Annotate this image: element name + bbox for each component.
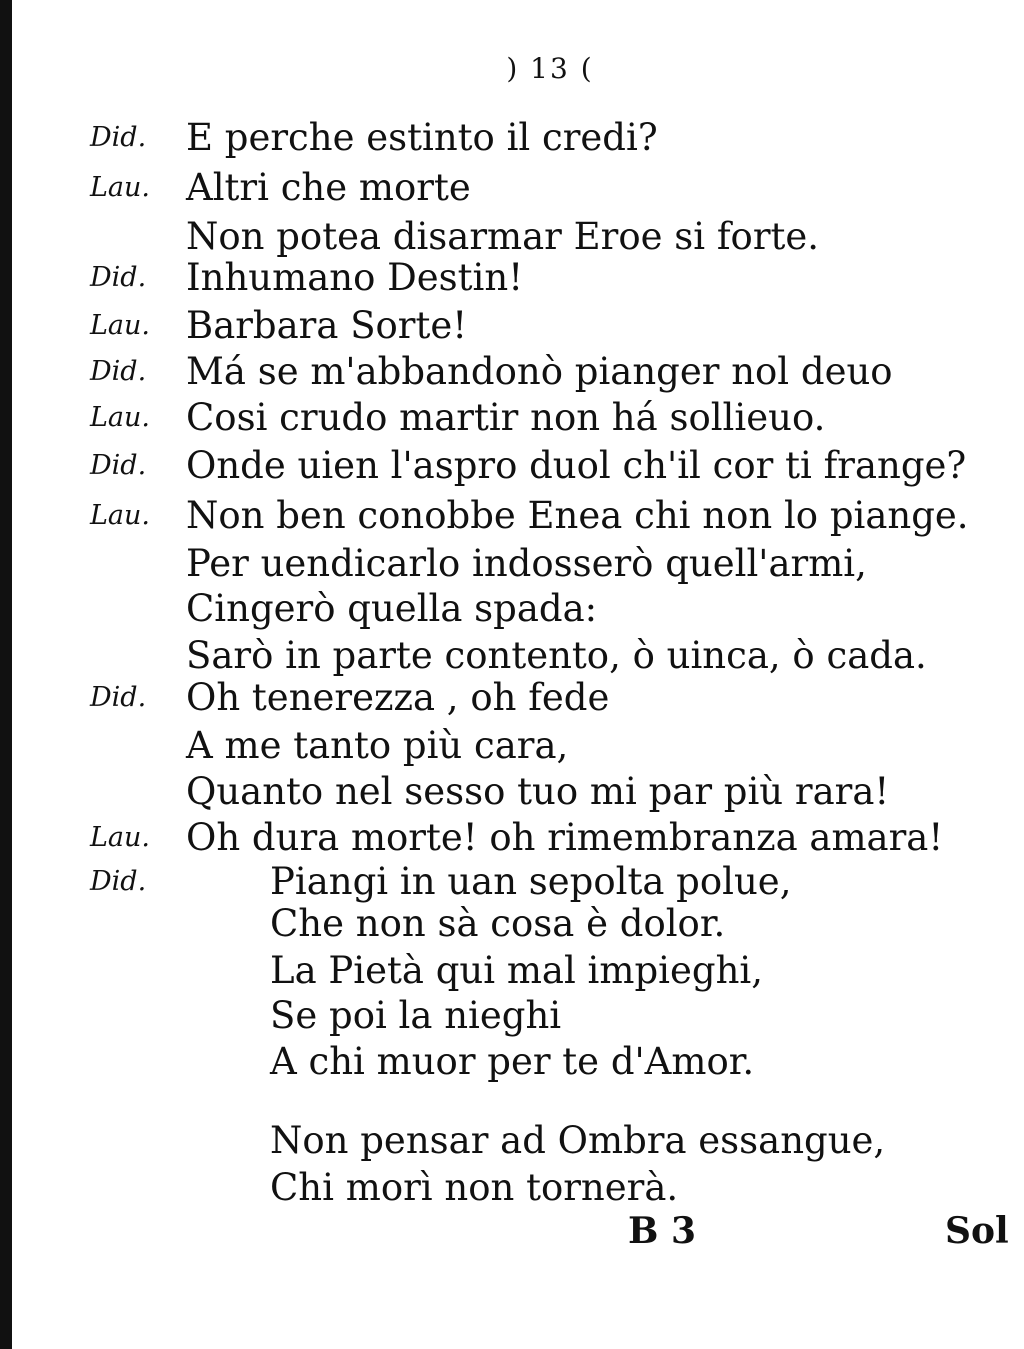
- catchword: Sol: [945, 1210, 1009, 1252]
- verse-text: Non potea disarmar Eroe si forte.: [186, 215, 820, 258]
- verse-text: Oh dura morte! oh rimembranza amara!: [186, 816, 944, 859]
- aria-verse-text: Chi morì non tornerà.: [270, 1166, 679, 1209]
- verse-text: Cingerò quella spada:: [186, 587, 598, 630]
- aria-verse-text: Se poi la nieghi: [270, 994, 562, 1037]
- verse-text: Sarò in parte contento, ò uinca, ò cada.: [186, 634, 927, 677]
- verse-text: E perche estinto il credi?: [186, 116, 658, 159]
- speaker-label: Did.: [90, 450, 147, 481]
- aria-verse-text: Non pensar ad Ombra essangue,: [270, 1119, 886, 1162]
- verse-text: Oh tenerezza , oh fede: [186, 676, 610, 719]
- aria-verse-text: Piangi in uan sepolta polue,: [270, 860, 792, 903]
- verse-text: Quanto nel sesso tuo mi par più rara!: [186, 770, 890, 813]
- verse-text: Inhumano Destin!: [186, 256, 524, 299]
- page-number: ) 13 (: [506, 52, 594, 85]
- verse-text: Barbara Sorte!: [186, 304, 468, 347]
- verse-text: Má se m'abbandonò pianger nol deuo: [186, 350, 893, 393]
- speaker-label: Lau.: [90, 822, 150, 853]
- speaker-label: Did.: [90, 682, 147, 713]
- verse-text: Onde uien l'aspro duol ch'il cor ti frange?: [186, 444, 967, 487]
- verse-text: Per uendicarlo indosserò quell'armi,: [186, 542, 867, 585]
- speaker-label: Lau.: [90, 310, 150, 341]
- speaker-label: Lau.: [90, 172, 150, 203]
- aria-verse-text: A chi muor per te d'Amor.: [270, 1040, 755, 1083]
- speaker-label: Did.: [90, 866, 147, 897]
- aria-verse-text: Che non sà cosa è dolor.: [270, 902, 726, 945]
- signature-mark: B 3: [628, 1210, 697, 1252]
- verse-text: Cosi crudo martir non há sollieuo.: [186, 396, 826, 439]
- verse-text: Altri che morte: [186, 166, 471, 209]
- speaker-label: Did.: [90, 262, 147, 293]
- speaker-label: Did.: [90, 122, 147, 153]
- speaker-label: Lau.: [90, 500, 150, 531]
- verse-text: Non ben conobbe Enea chi non lo piange.: [186, 494, 969, 537]
- speaker-label: Did.: [90, 356, 147, 387]
- speaker-label: Lau.: [90, 402, 150, 433]
- verse-text: A me tanto più cara,: [186, 724, 569, 767]
- page-edge-border: [0, 0, 12, 1349]
- aria-verse-text: La Pietà qui mal impieghi,: [270, 949, 763, 992]
